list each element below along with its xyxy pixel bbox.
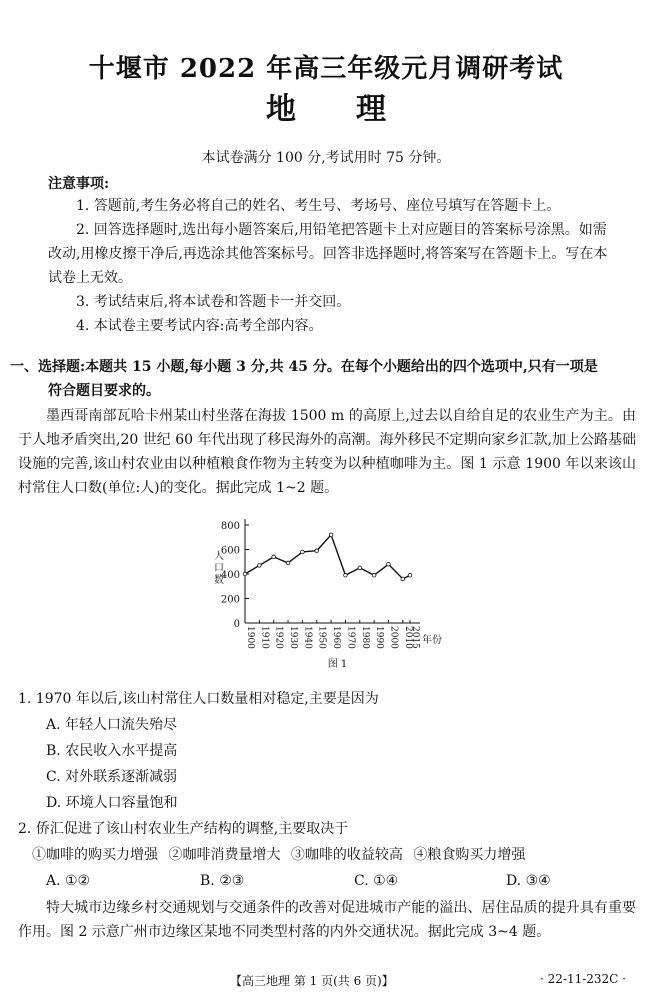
- subject-title: 地理: [266, 92, 446, 127]
- y-axis-label: 人: [214, 551, 224, 562]
- data-point: [372, 573, 376, 577]
- question-2-stem: 2. 侨汇促进了该山村农业生产结构的调整,主要取决于: [18, 821, 349, 837]
- data-point: [315, 549, 319, 553]
- x-tick-label: 2000: [388, 626, 399, 649]
- data-point: [344, 573, 348, 577]
- note-item: 3. 考试结束后,将本试卷和答题卡一并交回。: [76, 294, 351, 310]
- x-tick-label: 1900: [245, 626, 255, 649]
- paper-code: · 22-11-232C ·: [540, 972, 626, 986]
- q1-option-c: C. 对外联系逐渐减弱: [46, 769, 178, 785]
- data-point: [272, 555, 276, 559]
- x-tick-label: 1970: [345, 626, 356, 649]
- data-point: [286, 561, 290, 565]
- question-1-stem: 1. 1970 年以后,该山村常住人口数量相对稳定,主要是因为: [18, 691, 379, 707]
- x-tick-label: 1940: [302, 626, 313, 649]
- passage-1: 墨西哥南部瓦哈卡州某山村坐落在海拔 1500 m 的高原上,过去以自给自足的农业生产为主。由于人地矛盾突出,20 世纪 60 年代出现了移民海外的高潮。海外移民不定期向家乡汇款,加上公路基础设施的完善,该山村农业由以种植粮食作物为主转变为以种植咖啡为主。图 1 示意 1900 年以来该山村常住人口数(单位:人)的变化。据此完成 1~2 题。: [18, 408, 636, 496]
- q2-option-c: C. ①④: [354, 873, 399, 889]
- x-tick-label: 1920: [273, 626, 284, 649]
- q2-option-b: B. ②③: [200, 873, 245, 889]
- x-tick-label: 1960: [331, 626, 342, 649]
- q2-option-d: D. ③④: [506, 873, 551, 889]
- chart-caption: 图 1: [327, 659, 348, 670]
- q1-option-b: B. 农民收入水平提高: [46, 743, 178, 759]
- x-tick-label: 1950: [316, 626, 327, 649]
- y-tick-label: 200: [220, 594, 240, 606]
- note-item: 4. 本试卷主要考试内容:高考全部内容。: [76, 318, 323, 334]
- population-line: [245, 535, 410, 579]
- q1-option-d: D. 环境人口容量饱和: [46, 795, 178, 811]
- q1-option-a: A. 年轻人口流失殆尽: [46, 717, 178, 733]
- x-tick-label: 1910: [259, 626, 270, 649]
- y-tick-label: 800: [220, 521, 240, 532]
- data-point: [258, 564, 262, 568]
- data-point: [301, 550, 305, 554]
- x-tick-label: 1990: [374, 626, 385, 649]
- data-point: [358, 566, 362, 570]
- x-tick-label: 2015: [410, 626, 420, 649]
- data-point: [387, 562, 391, 566]
- notes-heading: 注意事项:: [48, 176, 110, 192]
- q2-items: ①咖啡的购买力增强 ②咖啡消费量增大 ③咖啡的收益较高 ④粮食购买力增强: [32, 847, 526, 863]
- data-point: [401, 577, 405, 581]
- x-tick-label: 2010: [402, 626, 413, 649]
- section-heading-cont: 符合题目要求的。: [48, 383, 160, 399]
- x-tick-label: 1930: [288, 626, 299, 649]
- y-tick-label: 0: [233, 619, 240, 630]
- exam-info: 本试卷满分 100 分,考试用时 75 分钟。: [201, 150, 451, 166]
- section-heading: 一、选择题:本题共 15 小题,每小题 3 分,共 45 分。在每个小题给出的四个选项中,只有一项是: [10, 359, 598, 375]
- note-item: 2. 回答选择题时,选出每小题答案后,用铅笔把答题卡上对应题目的答案标号涂黑。如需改动,用橡皮擦干净后,再选涂其他答案标号。回答非选择题时,将答案写在答题卡上。写在本试卷上无效。: [48, 222, 608, 286]
- data-point: [408, 573, 412, 577]
- data-point: [243, 572, 247, 576]
- exam-title: 十堰市 2022 年高三年级元月调研考试: [88, 54, 564, 84]
- x-tick-label: 1980: [359, 626, 370, 649]
- q2-option-a: A. ①②: [46, 873, 91, 889]
- data-point: [329, 533, 333, 537]
- x-axis-label: 年份: [422, 635, 442, 646]
- page-footer: 【高三地理 第 1 页(共 6 页)】: [230, 974, 394, 988]
- population-chart: [205, 515, 445, 675]
- y-axis-label: 口: [214, 563, 224, 574]
- note-item: 1. 答题前,考生务必将自己的姓名、考生号、考场号、座位号填写在答题卡上。: [76, 198, 561, 214]
- passage-2: 特大城市边缘乡村交通规划与交通条件的改善对促进城市产能的溢出、居住品质的提升具有重要作用。图 2 示意广州市边缘区某地不同类型村落的内外交通状况。据此完成 3~4 题。: [18, 900, 636, 940]
- y-axis-label: 数: [214, 575, 224, 586]
- y-tick-label: 400: [220, 570, 240, 581]
- y-tick-label: 600: [220, 545, 240, 557]
